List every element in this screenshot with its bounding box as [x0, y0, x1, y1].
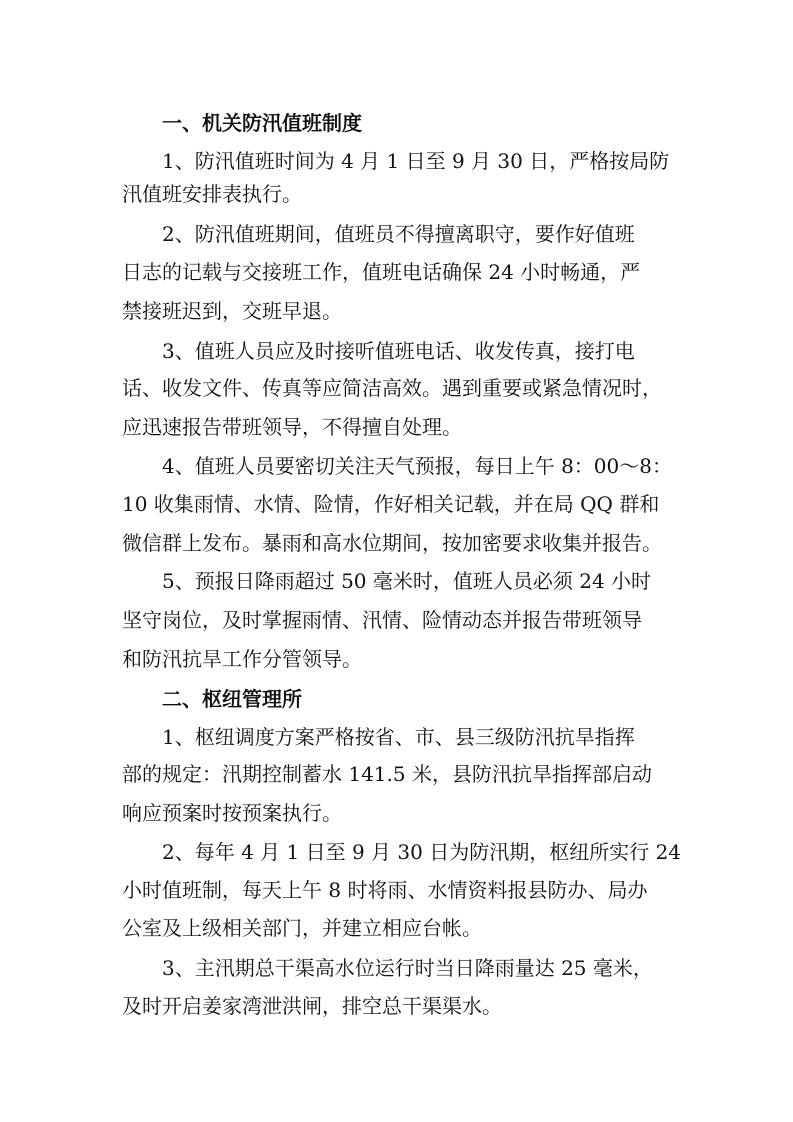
paragraph-line: 4、值班人员要密切关注天气预报，每日上午 8：00～8：	[162, 454, 672, 478]
paragraph-line: 和防汛抗旱工作分管领导。	[122, 647, 362, 671]
paragraph-line: 应迅速报告带班领导，不得擅自处理。	[122, 415, 462, 439]
paragraph-line: 1、枢纽调度方案严格按省、市、县三级防汛抗旱指挥	[162, 725, 635, 749]
paragraph-line: 小时值班制，每天上午 8 时将雨、水情资料报县防办、局办	[122, 878, 648, 902]
paragraph-line: 2、每年 4 月 1 日至 9 月 30 日为防汛期，枢纽所实行 24	[162, 840, 682, 864]
paragraph-line: 10 收集雨情、水情、险情，作好相关记载，并在局 QQ 群和	[122, 492, 660, 516]
paragraph-line: 微信群上发布。暴雨和高水位期间，按加密要求收集并报告。	[122, 531, 662, 555]
paragraph-line: 3、主汛期总干渠高水位运行时当日降雨量达 25 毫米，	[162, 956, 653, 980]
paragraph-line: 3、值班人员应及时接听值班电话、收发传真，接打电	[162, 339, 635, 363]
section-heading: 二、枢纽管理所	[162, 687, 302, 711]
paragraph-line: 响应预案时按预案执行。	[122, 801, 342, 825]
paragraph-line: 禁接班迟到，交班早退。	[122, 299, 342, 323]
paragraph-line: 部的规定：汛期控制蓄水 141.5 米，县防汛抗旱指挥部启动	[122, 762, 652, 786]
paragraph-line: 2、防汛值班期间，值班员不得擅离职守，要作好值班	[162, 222, 635, 246]
paragraph-line: 日志的记载与交接班工作，值班电话确保 24 小时畅通，严	[122, 260, 641, 284]
paragraph-line: 及时开启姜家湾泄洪闸，排空总干渠渠水。	[122, 994, 502, 1018]
paragraph-line: 1、防汛值班时间为 4 月 1 日至 9 月 30 日，严格按局防	[162, 149, 670, 173]
paragraph-line: 话、收发文件、传真等应简洁高效。遇到重要或紧急情况时，	[122, 376, 662, 400]
paragraph-line: 5、预报日降雨超过 50 毫米时，值班人员必须 24 小时	[162, 569, 652, 593]
section-heading: 一、机关防汛值班制度	[162, 111, 362, 135]
paragraph-line: 坚守岗位，及时掌握雨情、汛情、险情动态并报告带班领导	[122, 608, 642, 632]
paragraph-line: 汛值班安排表执行。	[122, 182, 302, 206]
paragraph-line: 公室及上级相关部门，并建立相应台帐。	[122, 916, 482, 940]
